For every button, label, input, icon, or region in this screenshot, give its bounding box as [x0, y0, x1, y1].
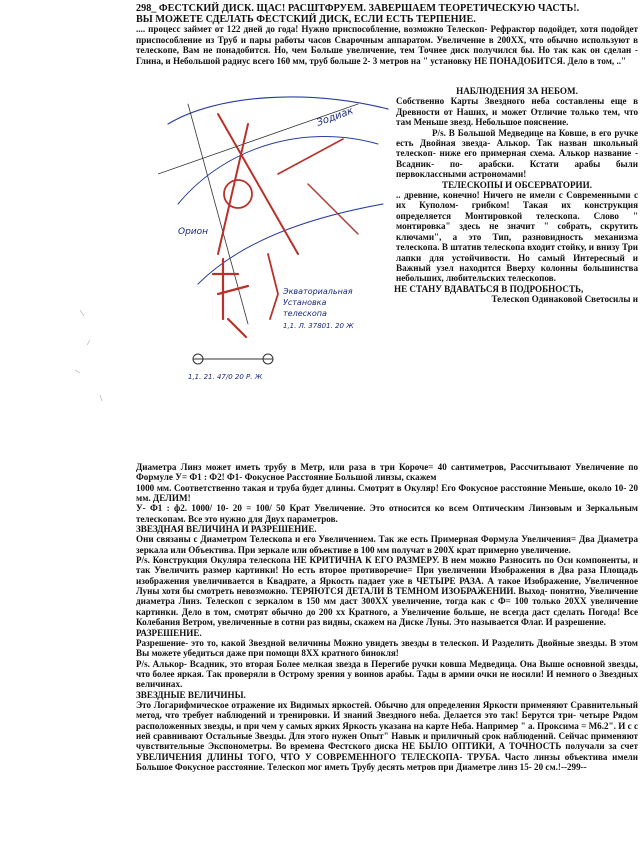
body-paragraph-5: P/s. Конструкция Окуляра телескопа НЕ КРИТИЧНА К ЕГО РАЗМЕРУ. В нем можно Разносить по Оси компоненты, и так Увеличить размер картинки! Но есть второе противоречие= При увеличении Изображения в Два раза Площадь изображения увеличивается в Квадрате, а Яркость падает уже в ЧЕТЫРЕ РАЗА. А такое Изображение, Увеличенное Луны хотя бы смотреть невозможно. ТЕРЯЮТСЯ ДЕТАЛИ В ТЕМНОМ ИЗОБРАЖЕНИИ. Выход- понятно, Увеличение диаметра Линз. Телескоп с зеркалом в 150 мм даст 300ХХ увеличение, тогда как с Ф= 100 только 20ХХ увеличение картинки. Дело в том, смотрят обычно до 200 хх Кратного, а Увеличение больше, не всегда даст сделать Погода! Все Колебания Ветром, увеличенные в сотни раз видны, скажем на Диске Луны. Это называется Флаг. И разрешение.: [136, 555, 638, 628]
full-width-body: [136, 462, 638, 772]
heading-star-magnitudes: ЗВЕЗДНЫЕ ВЕЛИЧИНЫ.: [136, 689, 246, 700]
right-paragraph-2: P/s. В Большой Медведице на Ковше, в его ручке есть Двойная звезда- Алькор. Так назван школьный телескоп- ниже его примерная схема. Алькор название - Всадник- по- арабски. Кстати арабы были первоклассными астрономами!: [396, 127, 638, 180]
intro-paragraph: [136, 24, 638, 66]
right-paragraph-4: Телескоп Одинаковой Светосилы и: [491, 294, 638, 305]
figure-footer: 1,1. 21. 47/0 20 Р. Ж: [188, 373, 263, 381]
right-paragraph-3: .. древние, конечно! Ничего не имели с Современными с их Куполом- грибком! Такая их конструкция определяется Монтировкой телескопа. Слово " монтировка" здесь не значит " собрать, скрутить ключами", а это Тип, разновидность механизма телескопа. В штатив телескопа входит стойку, и внизу Три лапки для устойчивости. Но самый Интересный и Важный узел находится Вверху колонны большинства небольших, любительских телескопов.: [396, 190, 638, 284]
right-column: [396, 86, 638, 305]
body-paragraph-8: Это Логарифмическое отражение их Видимых яркостей. Обычно для определения Яркости применяют Сравнительный метод, что требует наблюдений и тренировки. И знаний Звездного неба. Делается это так! Берутся три- четыре Рядом расположенных звезды, и при чем у самых ярких Яркость указана на карте Неба. Например " а. Проксима = М6.2". И с с ней сравнивают Остальные Звезды. Для этого нужен Опыт" Навык и приличный срок наблюдений. Сейчас применяют чувствительные Экспонометры. Во времена Фестского диска НЕ БЫЛО ОПТИКИ, А ТОЧНОСТЬ получали за счет УВЕЛИЧЕНИЯ ДЛИНЫ ТОГО, ЧТО У СОВРЕМЕННОГО ТЕЛЕСКОПА- ТРУБА. Часто линзы объектива имели Большое Фокусное расстояние. Телескоп мог иметь Трубу десять метров при Диаметре линз 15- 20 см.!--299--: [136, 699, 638, 772]
body-paragraph-6: Разрешение- это то, какой Звездной величины Можно увидеть звезды в телескоп. И Разделить Двойные звезды. В этом Вы можете убедиться даже при помощи 8ХХ кратного бинокля!: [136, 637, 638, 659]
heading-observations: НАБЛЮДЕНИЯ ЗА НЕБОМ.: [456, 86, 578, 96]
right-paragraph-1: Собственно Карты Звездного неба составлены еще в Древности от Наших, и может Отличие только тем, что там Меньше звезд. Небольшое пояснение.: [396, 96, 638, 128]
heading-telescopes: ТЕЛЕСКОПЫ И ОБСЕРВАТОРИИ.: [442, 179, 592, 190]
caption-3: телескопа: [283, 309, 327, 318]
body-paragraph-4: Они связаны с Диаметром Телескопа и его Увеличением. Так же есть Примерная Формула Увеличения= Два Диаметра зеркала или Объектива. При зеркале или объективе в 100 мм получат в 200Х крат примерно увеличение.: [136, 534, 638, 555]
header-line-2: ВЫ МОЖЕТЕ СДЕЛАТЬ ФЕСТСКИЙ ДИСК, ЕСЛИ ЕСТЬ ТЕРПЕНИЕ.: [136, 14, 476, 25]
intro-text: [136, 24, 638, 66]
page-header: [136, 3, 616, 25]
heading-details: НЕ СТАНУ ВДАВАТЬСЯ В ПОДРОБНОСТЬ,: [394, 283, 584, 294]
heading-magnitude-resolution: ЗВЕЗДНАЯ ВЕЛИЧИНА И РАЗРЕШЕНИЕ.: [136, 524, 317, 535]
body-paragraph-1: Диаметра Линз может иметь трубу в Метр, или раза в три Короче= 40 сантиметров, Рассчитывают Увеличение по Формуле У= Ф1 : Ф2! Ф1- Фокусное Расстояние Большой линзы, скажем: [136, 462, 638, 483]
label-orion: Орион: [178, 227, 209, 237]
body-paragraph-2: 1000 мм. Соответственно такая и труба будет длины. Смотрят в Окуляр! Его Фокусное расстояние Меньше, около 10- 20 мм. ДЕЛИМ!: [136, 482, 638, 504]
caption-4: 1,1. Л. 37801. 20 Ж: [283, 322, 354, 330]
body-paragraph-3: У- Ф1 : ф2. 1000/ 10- 20 = 100/ 50 Крат Увеличение. Это относится ко всем Оптическим Линзовым и Зеркальным телескопам. Все это нужно для Двух параметров.: [136, 503, 638, 524]
scan-artifact: [60, 300, 120, 420]
caption-1: Экваториальная: [283, 287, 353, 296]
header-line-1: 298_ ФЕСТСКИЙ ДИСК. ЩАС! РАСШТФРУЕМ. ЗАВЕРШАЕМ ТЕОРЕТИЧЕСКУЮ ЧАСТЬ!.: [136, 3, 580, 14]
caption-2: Установка: [283, 298, 327, 307]
heading-resolution: РАЗРЕШЕНИЕ.: [136, 627, 202, 638]
label-zodiac: Зодиак: [315, 105, 355, 129]
body-paragraph-7: P/s. Алькор- Всадник, это вторая Более мелкая звезда в Перегибе ручки ковша Медведица. Она Выше основной звезды, что более яркая. Так проверяли в Острому зрения у воинов арабы. Тады в армии очки не носили! И немного о Звездных величинах.: [136, 658, 638, 690]
intro-span: .... процесс займет от 122 дней до года! Нужно приспособление, возможно Телескоп- Рефрактор подойдет, хотя подойдет приспособление из Труб и пары работы часов Сварочным аппаратом. Увеличение в 200ХХ, что обычно используют в телескопе, Вам не понадобится. Но, чем Больше увеличение, тем Точнее диск получился бы. Но так как он сделан - Глина, и Небольшой радиус всего 160 мм, труб больше 2- 3 метров на " установку НЕ ПОНАДОБИТСЯ. Дело в том, ..": [136, 24, 638, 66]
sketch-figure: [158, 84, 394, 384]
